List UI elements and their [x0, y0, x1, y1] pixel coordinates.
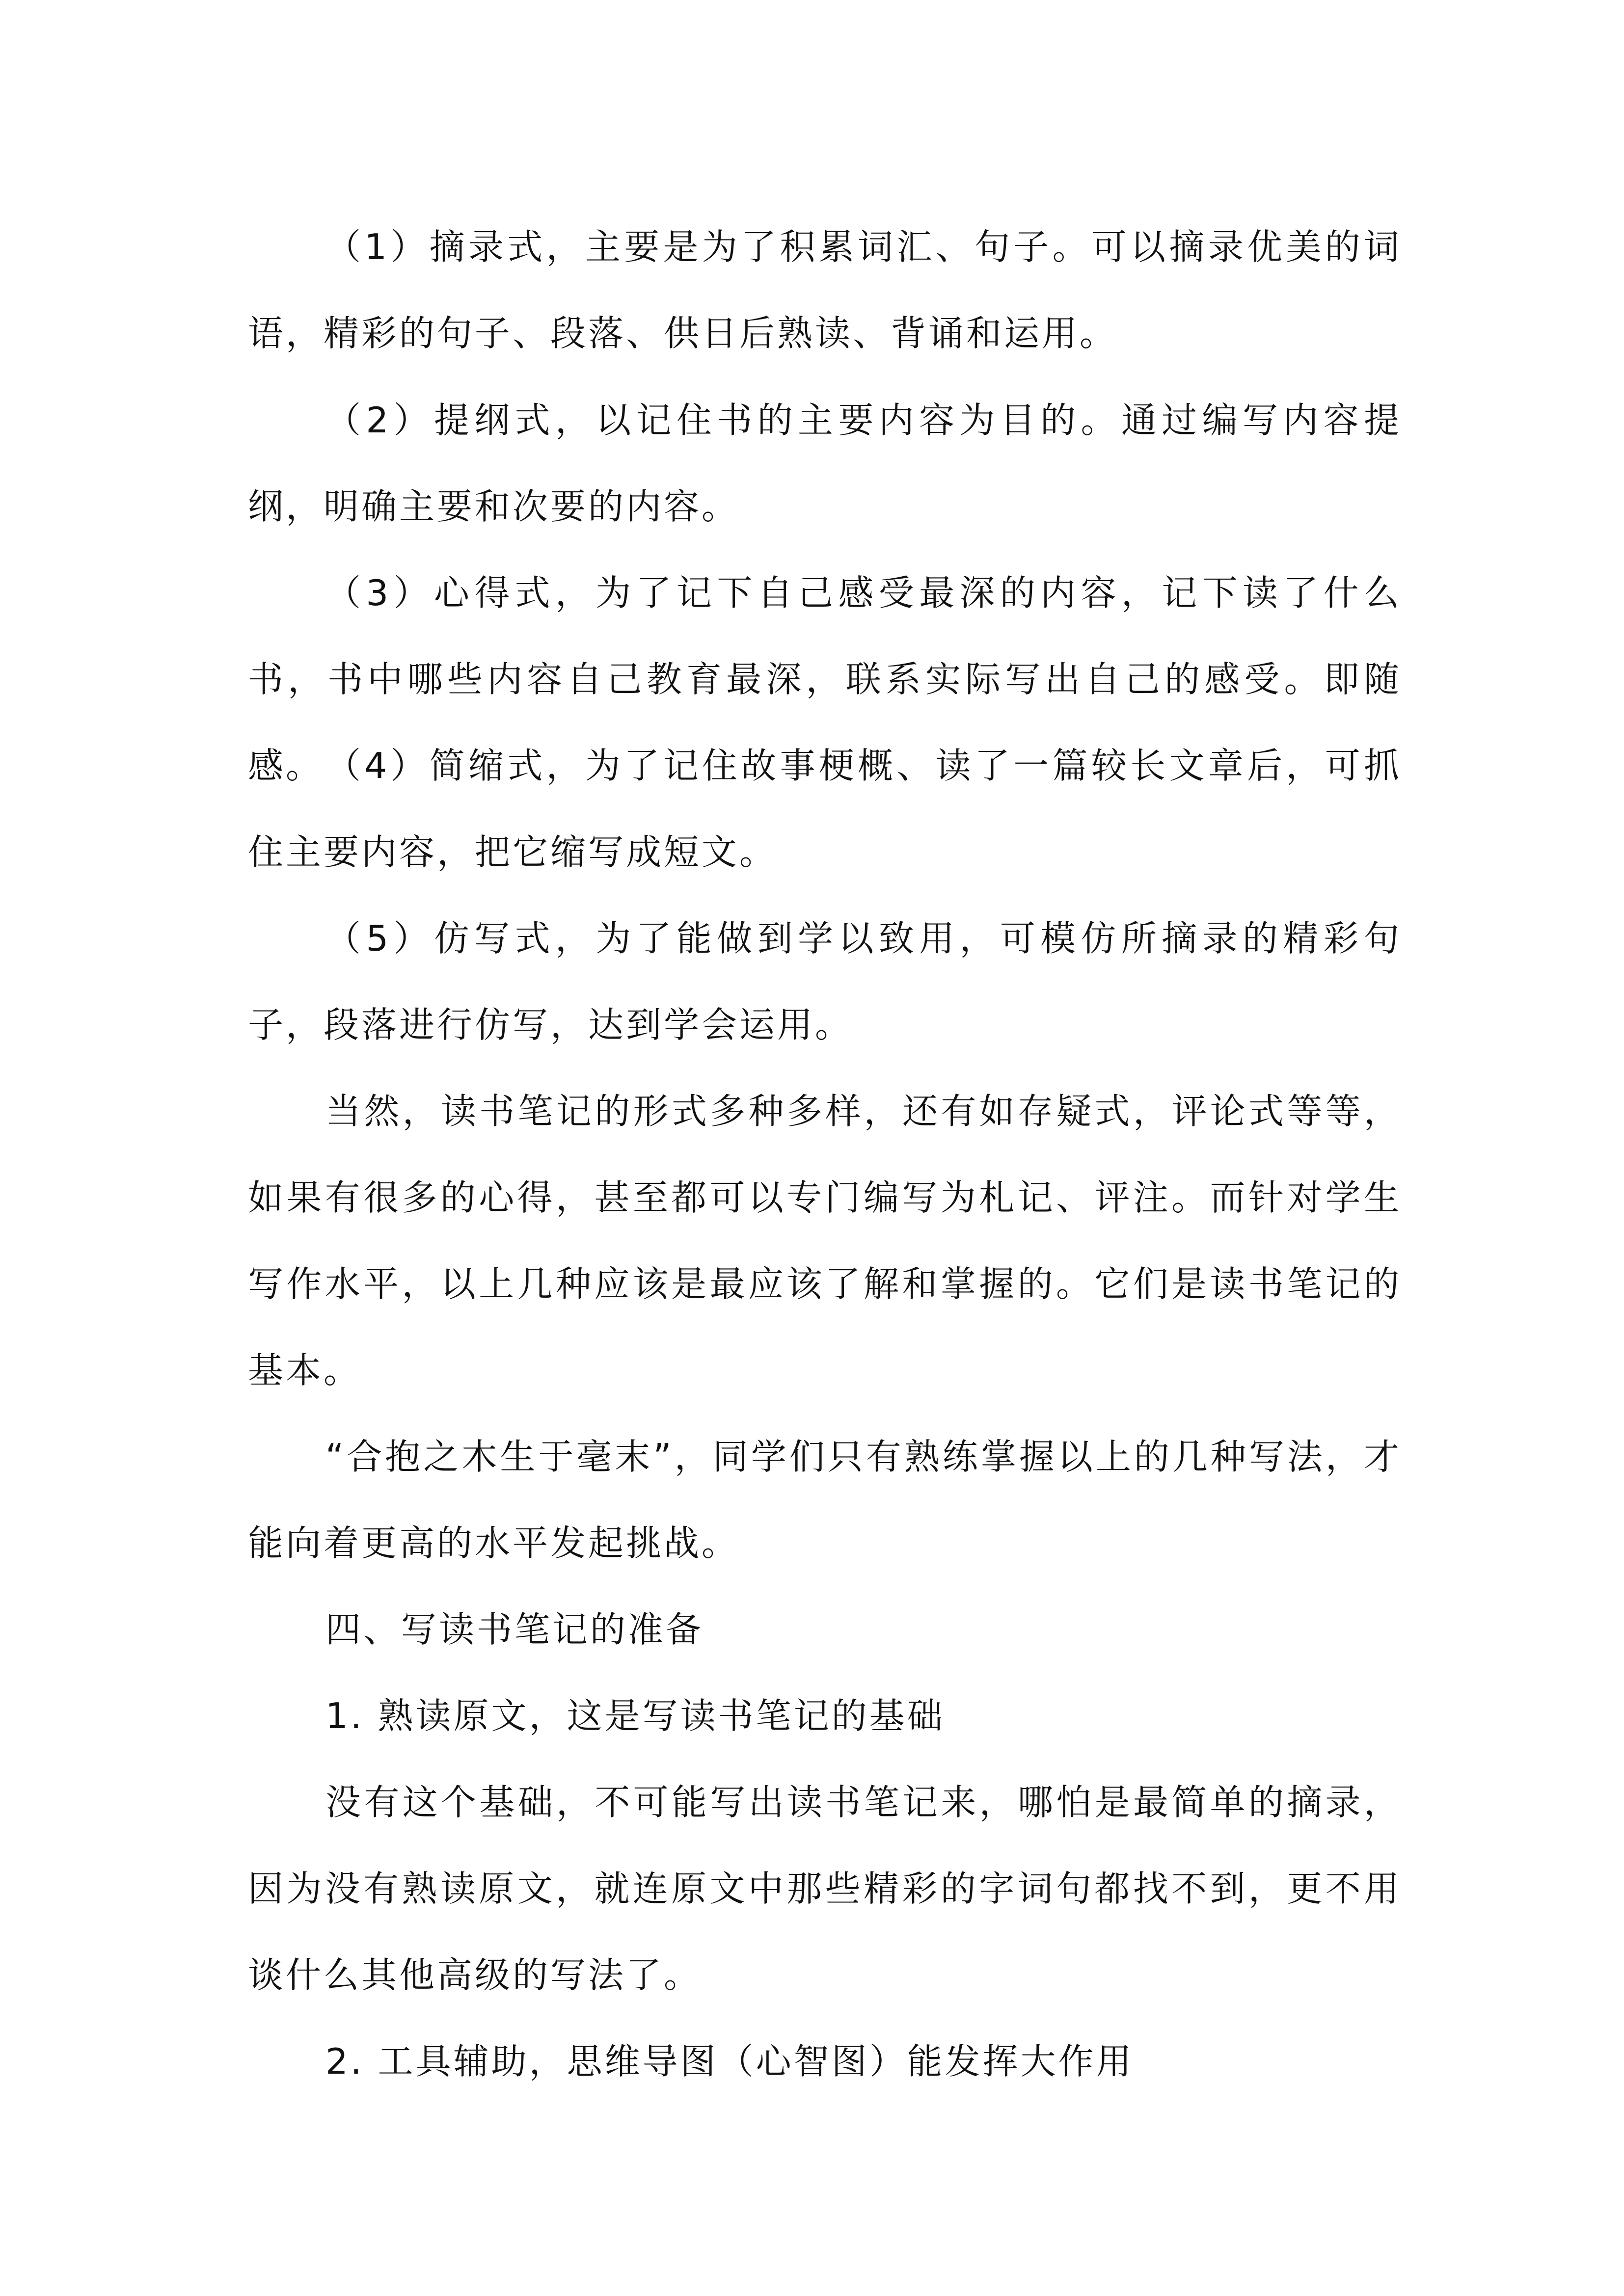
paragraph-outline-method: （2）提纲式，以记住书的主要内容为目的。通过编写内容提纲，明确主要和次要的内容。	[248, 400, 1402, 527]
paragraph-read-original-body: 没有这个基础，不可能写出读书笔记来，哪怕是最简单的摘录，因为没有熟读原文，就连原文中那些精彩的字词句都找不到，更不用谈什么其他高级的写法了。	[248, 1782, 1402, 1996]
paragraph-excerpt-method: （1）摘录式，主要是为了积累词汇、句子。可以摘录优美的词语，精彩的句子、段落、供日后熟读、背诵和运用。	[248, 226, 1402, 354]
paragraph-other-forms: 当然，读书笔记的形式多种多样，还有如存疑式，评论式等等，如果有很多的心得，甚至都可以专门编写为札记、评注。而针对学生写作水平，以上几种应该是最应该了解和掌握的。它们是读书笔记的基本。	[248, 1091, 1402, 1391]
subheading-read-original: 1. 熟读原文，这是写读书笔记的基础	[325, 1695, 945, 1736]
paragraph-imitation-method: （5）仿写式，为了能做到学以致用，可模仿所摘录的精彩句子，段落进行仿写，达到学会运用。	[248, 918, 1402, 1045]
paragraph-abridged-method: （4）简缩式，为了记住故事梗概、读了一篇较长文章后，可抓住主要内容，把它缩写成短文。	[248, 745, 1402, 873]
paragraph-proverb: “合抱之木生于毫末”，同学们只有熟练掌握以上的几种写法，才能向着更高的水平发起挑战。	[248, 1436, 1402, 1564]
section-heading-preparation: 四、写读书笔记的准备	[325, 1609, 704, 1650]
subheading-mind-map: 2. 工具辅助，思维导图（心智图）能发挥大作用	[325, 2041, 1134, 2082]
paragraph-reflection-method: （3）心得式，为了记下自己感受最深的内容，记下读了什么书，书中哪些内容自己教育最深，联系实际写出自己的感受。即随感。	[248, 572, 1402, 786]
